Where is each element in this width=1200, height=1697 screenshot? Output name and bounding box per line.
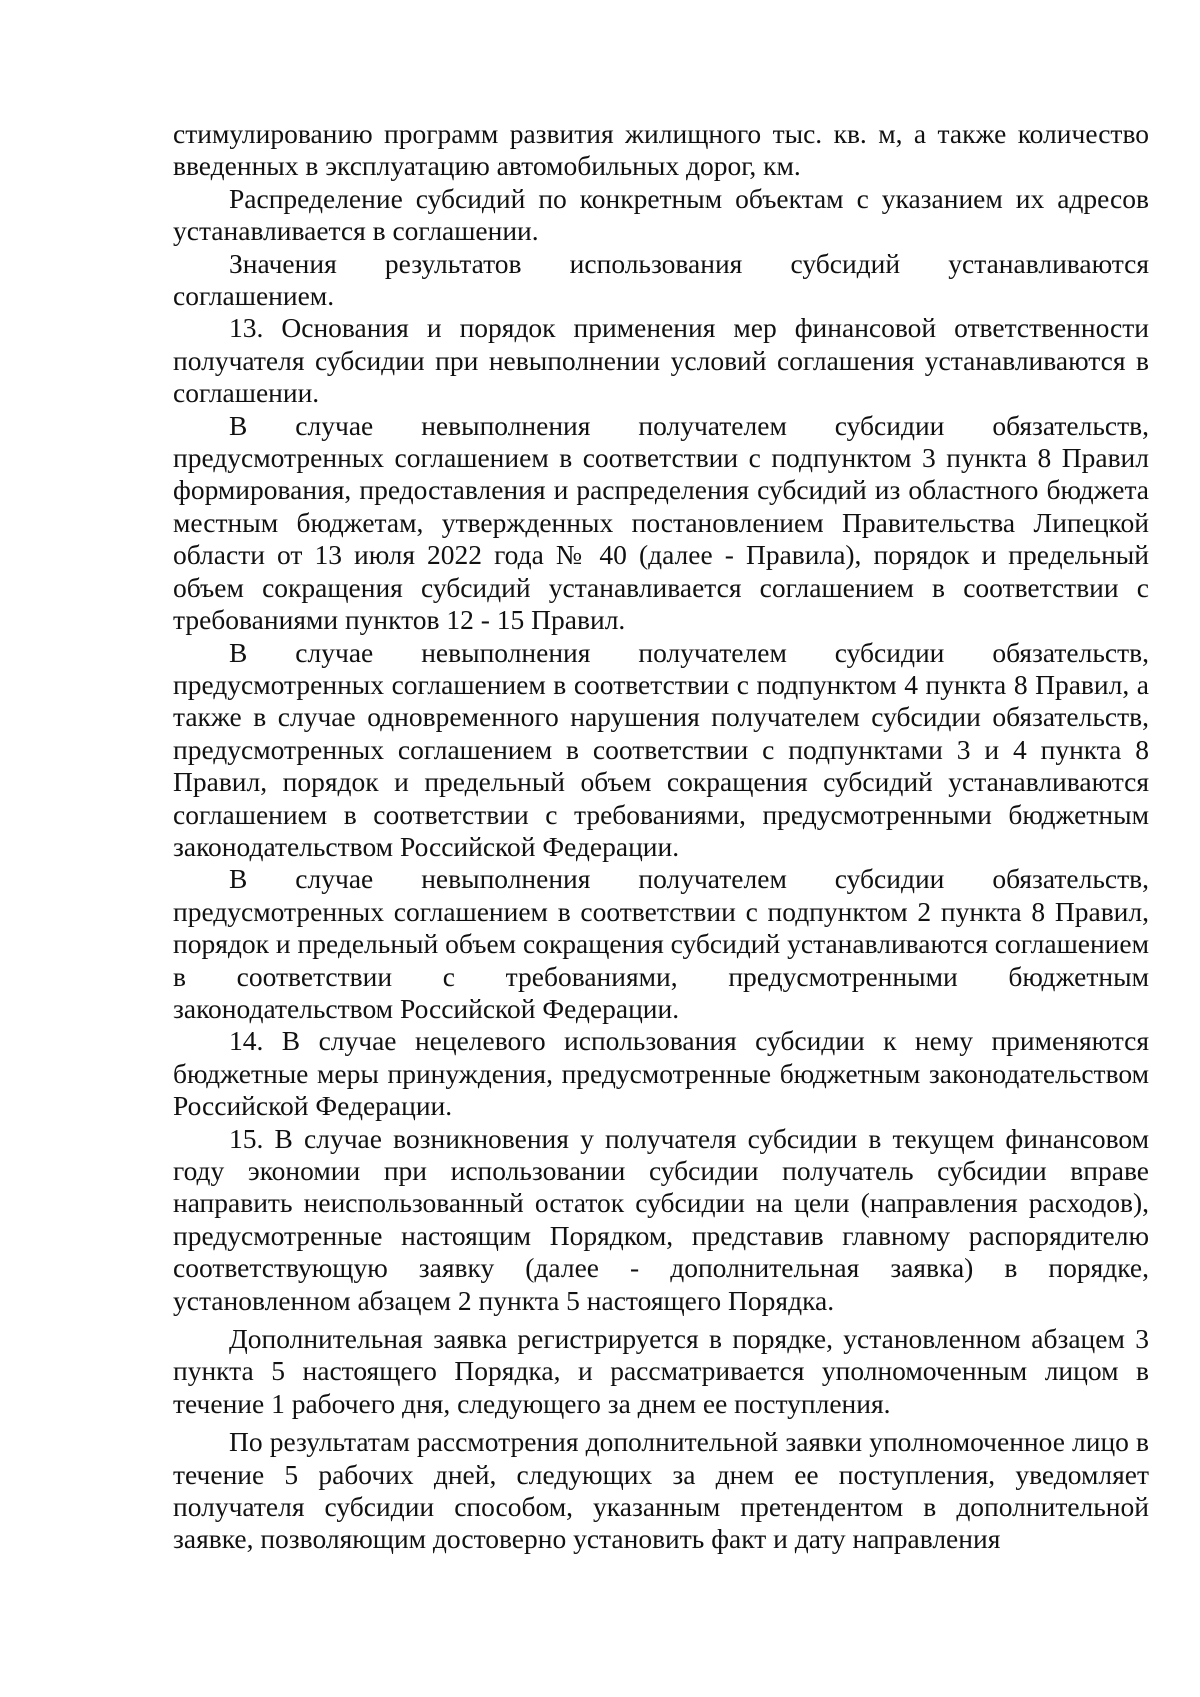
paragraph-clause-14: 14. В случае нецелевого использования субсидии к нему применяются бюджетные меры принуждения, предусмотренные бюджетным законодательством Российской Федерации.: [173, 1025, 1149, 1122]
paragraph-review-results: По результатам рассмотрения дополнительной заявки уполномоченное лицо в течение 5 рабочих дней, следующих за днем ее поступления, уведомляет получателя субсидии способом, указанным претендентом в дополнительной заявке, позволяющим достоверно установить факт и дату направления: [173, 1426, 1149, 1555]
paragraph-clause-13-subpoint-3: В случае невыполнения получателем субсидии обязательств, предусмотренных соглашением в соответствии с подпунктом 3 пункта 8 Правил формирования, предоставления и распределения субсидий из областного бюджета местным бюджетам, утвержденных постановлением Правительства Липецкой области от 13 июля 2022 года № 40 (далее - Правила), порядок и предельный объем сокращения субсидий устанавливается соглашением в соответствии с требованиями пунктов 12 - 15 Правил.: [173, 409, 1149, 636]
paragraph-clause-13-subpoint-4: В случае невыполнения получателем субсидии обязательств, предусмотренных соглашением в соответствии с подпунктом 4 пункта 8 Правил, а также в случае одновременного нарушения получателем субсидии обязательств, предусмотренных соглашением в соответствии с подпунктами 3 и 4 пункта 8 Правил, порядок и предельный объем сокращения субсидий устанавливаются соглашением в соответствии с требованиями, предусмотренными бюджетным законодательством Российской Федерации.: [173, 636, 1149, 862]
paragraph-additional-application: Дополнительная заявка регистрируется в порядке, установленном абзацем 3 пункта 5 настоящего Порядка, и рассматривается уполномоченным лицом в течение 1 рабочего дня, следующего за днем ее поступления.: [173, 1323, 1149, 1419]
paragraph-clause-15: 15. В случае возникновения у получателя субсидии в текущем финансовом году экономии при использовании субсидии получатель субсидии вправе направить неиспользованный остаток субсидии на цели (направления расходов), предусмотренные настоящим Порядком, представив главному распорядителю соответствующую заявку (далее - дополнительная заявка) в порядке, установленном абзацем 2 пункта 5 настоящего Порядка.: [173, 1122, 1149, 1316]
document-body: [173, 118, 1149, 1556]
paragraph-result-values: Значения результатов использования субсидий устанавливаются соглашением.: [173, 247, 1149, 312]
paragraph-clause-13: 13. Основания и порядок применения мер финансовой ответственности получателя субсидии при невыполнении условий соглашения устанавливаются в соглашении.: [173, 312, 1149, 409]
paragraph-clause-13-subpoint-2: В случае невыполнения получателем субсидии обязательств, предусмотренных соглашением в соответствии с подпунктом 2 пункта 8 Правил, порядок и предельный объем сокращения субсидий устанавливаются соглашением в соответствии с требованиями, предусмотренными бюджетным законодательством Российской Федерации.: [173, 863, 1149, 1024]
paragraph-subsidy-distribution: Распределение субсидий по конкретным объектам с указанием их адресов устанавливается в соглашении.: [173, 182, 1149, 247]
paragraph-continuation: стимулированию программ развития жилищного тыс. кв. м, а также количество введенных в эксплуатацию автомобильных дорог, км.: [173, 118, 1149, 182]
